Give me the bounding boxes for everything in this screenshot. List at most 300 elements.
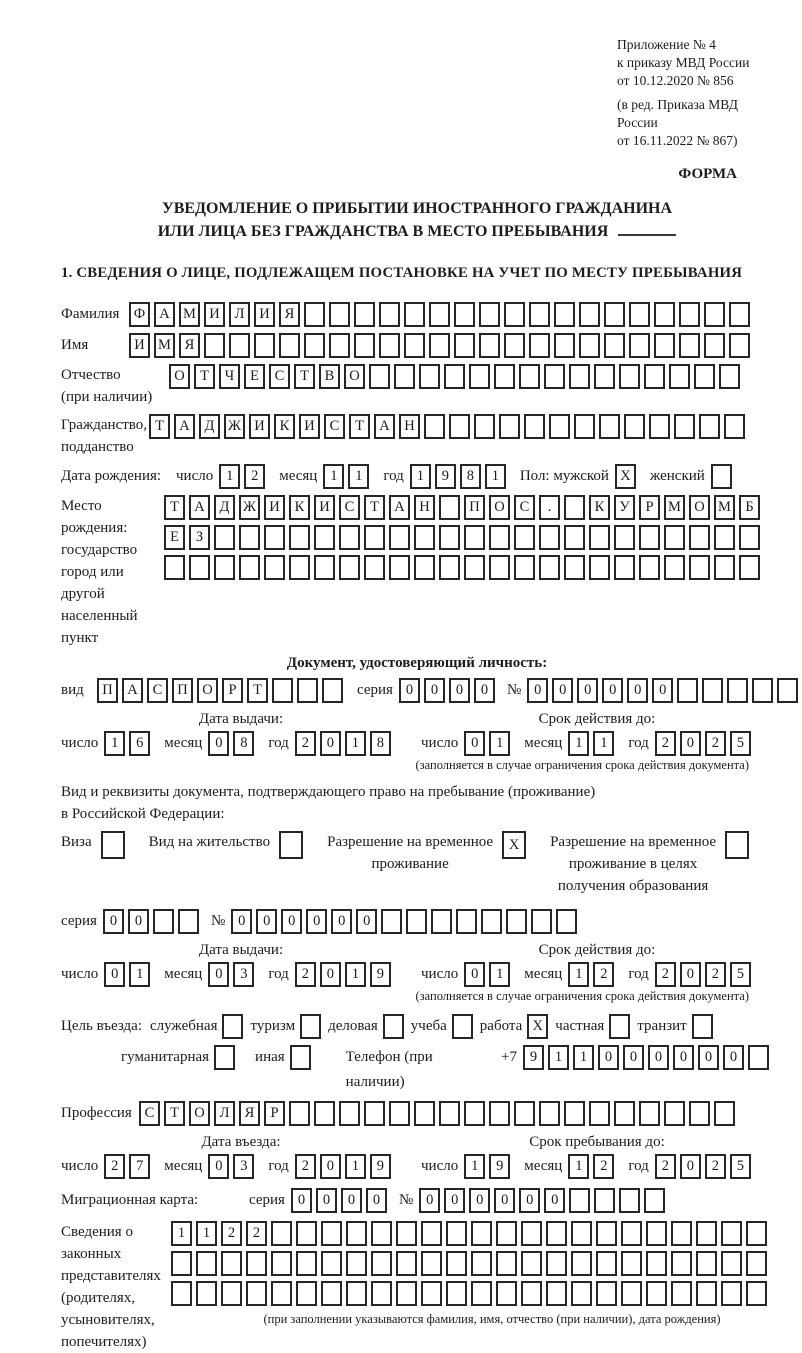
char-box[interactable] — [446, 1221, 467, 1246]
char-box[interactable]: З — [189, 525, 210, 550]
char-box[interactable] — [481, 909, 502, 934]
char-box[interactable]: И — [254, 302, 275, 327]
char-box[interactable] — [564, 495, 585, 520]
char-box[interactable] — [646, 1221, 667, 1246]
char-box[interactable]: 1 — [219, 464, 240, 489]
char-box[interactable] — [489, 525, 510, 550]
char-box[interactable]: И — [129, 333, 150, 358]
char-box[interactable]: И — [204, 302, 225, 327]
char-box[interactable]: 8 — [233, 731, 254, 756]
char-box[interactable] — [739, 525, 760, 550]
char-box[interactable]: А — [174, 414, 195, 439]
char-box[interactable]: О — [689, 495, 710, 520]
char-box[interactable]: И — [314, 495, 335, 520]
char-box[interactable]: Р — [639, 495, 660, 520]
char-box[interactable]: М — [154, 333, 175, 358]
char-box[interactable] — [621, 1221, 642, 1246]
char-box[interactable]: 2 — [295, 731, 316, 756]
char-box[interactable] — [271, 1251, 292, 1276]
char-box[interactable] — [721, 1221, 742, 1246]
char-box[interactable]: О — [189, 1101, 210, 1126]
char-box[interactable]: 1 — [464, 1154, 485, 1179]
char-box[interactable] — [464, 1101, 485, 1126]
char-box[interactable] — [621, 1281, 642, 1306]
char-box[interactable] — [746, 1221, 767, 1246]
char-box[interactable]: А — [154, 302, 175, 327]
char-box[interactable]: Ф — [129, 302, 150, 327]
char-box[interactable]: 1 — [485, 464, 506, 489]
char-box[interactable]: А — [374, 414, 395, 439]
char-box[interactable] — [439, 1101, 460, 1126]
char-box[interactable]: П — [172, 678, 193, 703]
char-box[interactable] — [346, 1281, 367, 1306]
char-box[interactable]: 8 — [370, 731, 391, 756]
char-box[interactable]: С — [324, 414, 345, 439]
char-box[interactable]: 2 — [593, 1154, 614, 1179]
char-box[interactable] — [702, 678, 723, 703]
visa-checkbox[interactable] — [101, 831, 125, 859]
char-box[interactable]: Т — [149, 414, 170, 439]
char-box[interactable]: 0 — [680, 1154, 701, 1179]
char-box[interactable] — [514, 555, 535, 580]
char-box[interactable]: 0 — [648, 1045, 669, 1070]
char-box[interactable] — [421, 1251, 442, 1276]
char-box[interactable]: П — [464, 495, 485, 520]
char-box[interactable] — [596, 1281, 617, 1306]
char-box[interactable] — [474, 414, 495, 439]
char-box[interactable] — [171, 1281, 192, 1306]
char-box[interactable] — [414, 525, 435, 550]
char-box[interactable] — [539, 555, 560, 580]
char-box[interactable] — [714, 525, 735, 550]
char-box[interactable]: 8 — [460, 464, 481, 489]
char-box[interactable] — [704, 333, 725, 358]
char-box[interactable] — [354, 302, 375, 327]
char-box[interactable]: 2 — [295, 962, 316, 987]
char-box[interactable] — [196, 1281, 217, 1306]
char-box[interactable] — [396, 1221, 417, 1246]
char-box[interactable] — [679, 333, 700, 358]
char-box[interactable] — [646, 1251, 667, 1276]
char-box[interactable] — [599, 414, 620, 439]
char-box[interactable] — [521, 1251, 542, 1276]
char-box[interactable]: 1 — [568, 1154, 589, 1179]
char-box[interactable]: Н — [414, 495, 435, 520]
char-box[interactable] — [354, 333, 375, 358]
char-box[interactable] — [424, 414, 445, 439]
char-box[interactable] — [471, 1281, 492, 1306]
char-box[interactable] — [671, 1251, 692, 1276]
char-box[interactable] — [469, 364, 490, 389]
char-box[interactable] — [271, 1281, 292, 1306]
char-box[interactable] — [164, 555, 185, 580]
char-box[interactable] — [554, 333, 575, 358]
char-box[interactable] — [314, 555, 335, 580]
char-box[interactable]: 0 — [419, 1188, 440, 1213]
char-box[interactable] — [629, 333, 650, 358]
char-box[interactable] — [624, 414, 645, 439]
char-box[interactable] — [396, 1251, 417, 1276]
char-box[interactable]: И — [299, 414, 320, 439]
char-box[interactable]: 1 — [489, 962, 510, 987]
char-box[interactable]: 3 — [233, 1154, 254, 1179]
char-box[interactable]: Л — [214, 1101, 235, 1126]
char-box[interactable]: 6 — [129, 731, 150, 756]
char-box[interactable]: 0 — [519, 1188, 540, 1213]
char-box[interactable] — [381, 909, 402, 934]
char-box[interactable] — [721, 1281, 742, 1306]
char-box[interactable]: 0 — [341, 1188, 362, 1213]
char-box[interactable] — [371, 1251, 392, 1276]
char-box[interactable]: 0 — [680, 962, 701, 987]
char-box[interactable]: 0 — [698, 1045, 719, 1070]
char-box[interactable] — [404, 302, 425, 327]
char-box[interactable]: 0 — [652, 678, 673, 703]
char-box[interactable] — [496, 1281, 517, 1306]
char-box[interactable] — [289, 1101, 310, 1126]
char-box[interactable]: Т — [164, 495, 185, 520]
purpose-official-checkbox[interactable] — [222, 1014, 243, 1039]
char-box[interactable]: 0 — [320, 1154, 341, 1179]
char-box[interactable]: 0 — [680, 731, 701, 756]
char-box[interactable] — [529, 302, 550, 327]
char-box[interactable]: 1 — [104, 731, 125, 756]
char-box[interactable] — [629, 302, 650, 327]
char-box[interactable] — [504, 302, 525, 327]
char-box[interactable] — [464, 525, 485, 550]
residence-permit-checkbox[interactable] — [279, 831, 303, 859]
char-box[interactable] — [564, 525, 585, 550]
char-box[interactable]: 1 — [548, 1045, 569, 1070]
char-box[interactable] — [704, 302, 725, 327]
char-box[interactable] — [646, 1281, 667, 1306]
char-box[interactable]: И — [249, 414, 270, 439]
char-box[interactable] — [364, 555, 385, 580]
char-box[interactable] — [379, 333, 400, 358]
char-box[interactable] — [314, 1101, 335, 1126]
char-box[interactable] — [639, 1101, 660, 1126]
char-box[interactable]: 1 — [573, 1045, 594, 1070]
char-box[interactable] — [546, 1221, 567, 1246]
char-box[interactable]: О — [489, 495, 510, 520]
char-box[interactable]: 0 — [103, 909, 124, 934]
char-box[interactable] — [589, 555, 610, 580]
char-box[interactable]: 0 — [399, 678, 420, 703]
char-box[interactable] — [464, 555, 485, 580]
char-box[interactable]: 1 — [345, 731, 366, 756]
temp-residence-education-checkbox[interactable] — [725, 831, 749, 859]
char-box[interactable] — [714, 1101, 735, 1126]
char-box[interactable] — [371, 1281, 392, 1306]
char-box[interactable] — [594, 1188, 615, 1213]
purpose-humanitarian-checkbox[interactable] — [214, 1045, 235, 1070]
char-box[interactable]: 5 — [730, 962, 751, 987]
char-box[interactable]: 0 — [602, 678, 623, 703]
char-box[interactable]: К — [274, 414, 295, 439]
char-box[interactable] — [479, 302, 500, 327]
char-box[interactable]: С — [147, 678, 168, 703]
char-box[interactable]: 0 — [208, 731, 229, 756]
char-box[interactable] — [664, 555, 685, 580]
char-box[interactable] — [644, 364, 665, 389]
char-box[interactable] — [614, 1101, 635, 1126]
char-box[interactable]: 0 — [356, 909, 377, 934]
purpose-business-checkbox[interactable] — [383, 1014, 404, 1039]
char-box[interactable] — [496, 1251, 517, 1276]
char-box[interactable] — [529, 333, 550, 358]
char-box[interactable]: Р — [264, 1101, 285, 1126]
char-box[interactable] — [639, 525, 660, 550]
char-box[interactable] — [719, 364, 740, 389]
char-box[interactable] — [379, 302, 400, 327]
char-box[interactable] — [471, 1251, 492, 1276]
char-box[interactable]: 0 — [469, 1188, 490, 1213]
char-box[interactable]: 0 — [424, 678, 445, 703]
char-box[interactable]: 0 — [366, 1188, 387, 1213]
char-box[interactable]: 1 — [348, 464, 369, 489]
char-box[interactable]: 0 — [449, 678, 470, 703]
char-box[interactable] — [569, 364, 590, 389]
char-box[interactable] — [689, 1101, 710, 1126]
char-box[interactable]: Ж — [239, 495, 260, 520]
purpose-work-checkbox[interactable]: X — [527, 1014, 548, 1039]
char-box[interactable] — [479, 333, 500, 358]
char-box[interactable]: М — [714, 495, 735, 520]
char-box[interactable] — [519, 364, 540, 389]
char-box[interactable] — [619, 1188, 640, 1213]
char-box[interactable]: Т — [294, 364, 315, 389]
char-box[interactable]: . — [539, 495, 560, 520]
char-box[interactable]: П — [97, 678, 118, 703]
char-box[interactable]: 9 — [435, 464, 456, 489]
char-box[interactable] — [571, 1221, 592, 1246]
char-box[interactable]: 0 — [464, 962, 485, 987]
temp-residence-permit-checkbox[interactable]: X — [502, 831, 526, 859]
char-box[interactable] — [321, 1281, 342, 1306]
char-box[interactable]: 2 — [104, 1154, 125, 1179]
char-box[interactable]: Ч — [219, 364, 240, 389]
char-box[interactable]: М — [664, 495, 685, 520]
char-box[interactable]: 9 — [370, 1154, 391, 1179]
char-box[interactable] — [571, 1251, 592, 1276]
char-box[interactable]: С — [269, 364, 290, 389]
char-box[interactable] — [214, 555, 235, 580]
char-box[interactable] — [589, 1101, 610, 1126]
char-box[interactable] — [329, 333, 350, 358]
char-box[interactable] — [556, 909, 577, 934]
char-box[interactable] — [189, 555, 210, 580]
char-box[interactable] — [364, 1101, 385, 1126]
char-box[interactable]: 1 — [323, 464, 344, 489]
char-box[interactable] — [752, 678, 773, 703]
char-box[interactable] — [594, 364, 615, 389]
char-box[interactable]: 0 — [444, 1188, 465, 1213]
char-box[interactable]: 0 — [494, 1188, 515, 1213]
char-box[interactable] — [446, 1281, 467, 1306]
char-box[interactable] — [246, 1251, 267, 1276]
char-box[interactable] — [304, 302, 325, 327]
char-box[interactable] — [246, 1281, 267, 1306]
char-box[interactable]: У — [614, 495, 635, 520]
char-box[interactable] — [729, 333, 750, 358]
char-box[interactable] — [489, 555, 510, 580]
char-box[interactable]: 0 — [320, 731, 341, 756]
char-box[interactable] — [521, 1221, 542, 1246]
char-box[interactable]: 0 — [208, 962, 229, 987]
char-box[interactable] — [696, 1251, 717, 1276]
char-box[interactable] — [696, 1281, 717, 1306]
purpose-private-checkbox[interactable] — [609, 1014, 630, 1039]
char-box[interactable] — [664, 1101, 685, 1126]
char-box[interactable]: 1 — [345, 962, 366, 987]
char-box[interactable]: Р — [222, 678, 243, 703]
char-box[interactable] — [506, 909, 527, 934]
char-box[interactable] — [604, 333, 625, 358]
sex-male-checkbox[interactable]: X — [615, 464, 636, 489]
char-box[interactable] — [579, 333, 600, 358]
char-box[interactable] — [454, 302, 475, 327]
char-box[interactable]: 2 — [705, 962, 726, 987]
char-box[interactable] — [272, 678, 293, 703]
char-box[interactable]: 1 — [129, 962, 150, 987]
char-box[interactable] — [296, 1281, 317, 1306]
char-box[interactable] — [414, 1101, 435, 1126]
char-box[interactable] — [406, 909, 427, 934]
char-box[interactable]: 2 — [655, 1154, 676, 1179]
char-box[interactable]: 2 — [244, 464, 265, 489]
char-box[interactable] — [664, 525, 685, 550]
char-box[interactable] — [171, 1251, 192, 1276]
purpose-transit-checkbox[interactable] — [692, 1014, 713, 1039]
char-box[interactable]: 0 — [474, 678, 495, 703]
purpose-other-checkbox[interactable] — [290, 1045, 311, 1070]
char-box[interactable]: 0 — [231, 909, 252, 934]
char-box[interactable] — [221, 1251, 242, 1276]
char-box[interactable]: 2 — [655, 962, 676, 987]
char-box[interactable]: 3 — [233, 962, 254, 987]
char-box[interactable] — [564, 555, 585, 580]
char-box[interactable] — [339, 1101, 360, 1126]
char-box[interactable]: 1 — [196, 1221, 217, 1246]
char-box[interactable]: 1 — [345, 1154, 366, 1179]
char-box[interactable] — [346, 1221, 367, 1246]
char-box[interactable]: 0 — [544, 1188, 565, 1213]
char-box[interactable] — [524, 414, 545, 439]
char-box[interactable] — [748, 1045, 769, 1070]
char-box[interactable] — [264, 555, 285, 580]
char-box[interactable] — [721, 1251, 742, 1276]
char-box[interactable]: Т — [364, 495, 385, 520]
char-box[interactable]: 0 — [723, 1045, 744, 1070]
char-box[interactable] — [714, 555, 735, 580]
char-box[interactable]: 0 — [320, 962, 341, 987]
char-box[interactable]: М — [179, 302, 200, 327]
char-box[interactable] — [699, 414, 720, 439]
char-box[interactable]: Е — [244, 364, 265, 389]
char-box[interactable] — [449, 414, 470, 439]
char-box[interactable]: Б — [739, 495, 760, 520]
char-box[interactable] — [669, 364, 690, 389]
char-box[interactable] — [421, 1281, 442, 1306]
char-box[interactable] — [727, 678, 748, 703]
char-box[interactable] — [619, 364, 640, 389]
char-box[interactable] — [489, 1101, 510, 1126]
char-box[interactable] — [444, 364, 465, 389]
char-box[interactable] — [414, 555, 435, 580]
char-box[interactable] — [549, 414, 570, 439]
char-box[interactable]: О — [197, 678, 218, 703]
char-box[interactable] — [571, 1281, 592, 1306]
char-box[interactable] — [671, 1221, 692, 1246]
char-box[interactable] — [494, 364, 515, 389]
char-box[interactable] — [296, 1251, 317, 1276]
char-box[interactable]: Д — [199, 414, 220, 439]
char-box[interactable] — [153, 909, 174, 934]
char-box[interactable] — [654, 302, 675, 327]
char-box[interactable]: 0 — [281, 909, 302, 934]
char-box[interactable]: 0 — [256, 909, 277, 934]
char-box[interactable]: Т — [349, 414, 370, 439]
char-box[interactable]: 0 — [627, 678, 648, 703]
char-box[interactable]: О — [169, 364, 190, 389]
char-box[interactable] — [579, 302, 600, 327]
char-box[interactable] — [289, 525, 310, 550]
char-box[interactable] — [389, 1101, 410, 1126]
char-box[interactable]: 2 — [705, 1154, 726, 1179]
char-box[interactable] — [214, 525, 235, 550]
char-box[interactable] — [446, 1251, 467, 1276]
char-box[interactable] — [178, 909, 199, 934]
char-box[interactable] — [696, 1221, 717, 1246]
char-box[interactable]: И — [264, 495, 285, 520]
char-box[interactable] — [739, 555, 760, 580]
char-box[interactable]: Я — [239, 1101, 260, 1126]
char-box[interactable] — [254, 333, 275, 358]
char-box[interactable]: С — [339, 495, 360, 520]
char-box[interactable] — [456, 909, 477, 934]
char-box[interactable]: С — [139, 1101, 160, 1126]
char-box[interactable]: 0 — [464, 731, 485, 756]
char-box[interactable] — [729, 302, 750, 327]
char-box[interactable] — [339, 525, 360, 550]
char-box[interactable] — [604, 302, 625, 327]
char-box[interactable] — [404, 333, 425, 358]
char-box[interactable] — [304, 333, 325, 358]
char-box[interactable] — [271, 1221, 292, 1246]
char-box[interactable]: 0 — [673, 1045, 694, 1070]
char-box[interactable] — [539, 1101, 560, 1126]
char-box[interactable]: 0 — [306, 909, 327, 934]
char-box[interactable]: Н — [399, 414, 420, 439]
char-box[interactable]: 0 — [316, 1188, 337, 1213]
char-box[interactable]: 5 — [730, 1154, 751, 1179]
char-box[interactable] — [389, 525, 410, 550]
char-box[interactable] — [431, 909, 452, 934]
char-box[interactable]: А — [122, 678, 143, 703]
char-box[interactable] — [314, 525, 335, 550]
char-box[interactable] — [279, 333, 300, 358]
char-box[interactable]: 0 — [623, 1045, 644, 1070]
char-box[interactable] — [221, 1281, 242, 1306]
char-box[interactable] — [596, 1251, 617, 1276]
char-box[interactable]: А — [389, 495, 410, 520]
char-box[interactable] — [569, 1188, 590, 1213]
purpose-study-checkbox[interactable] — [452, 1014, 473, 1039]
char-box[interactable] — [364, 525, 385, 550]
char-box[interactable]: 1 — [593, 731, 614, 756]
char-box[interactable] — [499, 414, 520, 439]
char-box[interactable] — [389, 555, 410, 580]
